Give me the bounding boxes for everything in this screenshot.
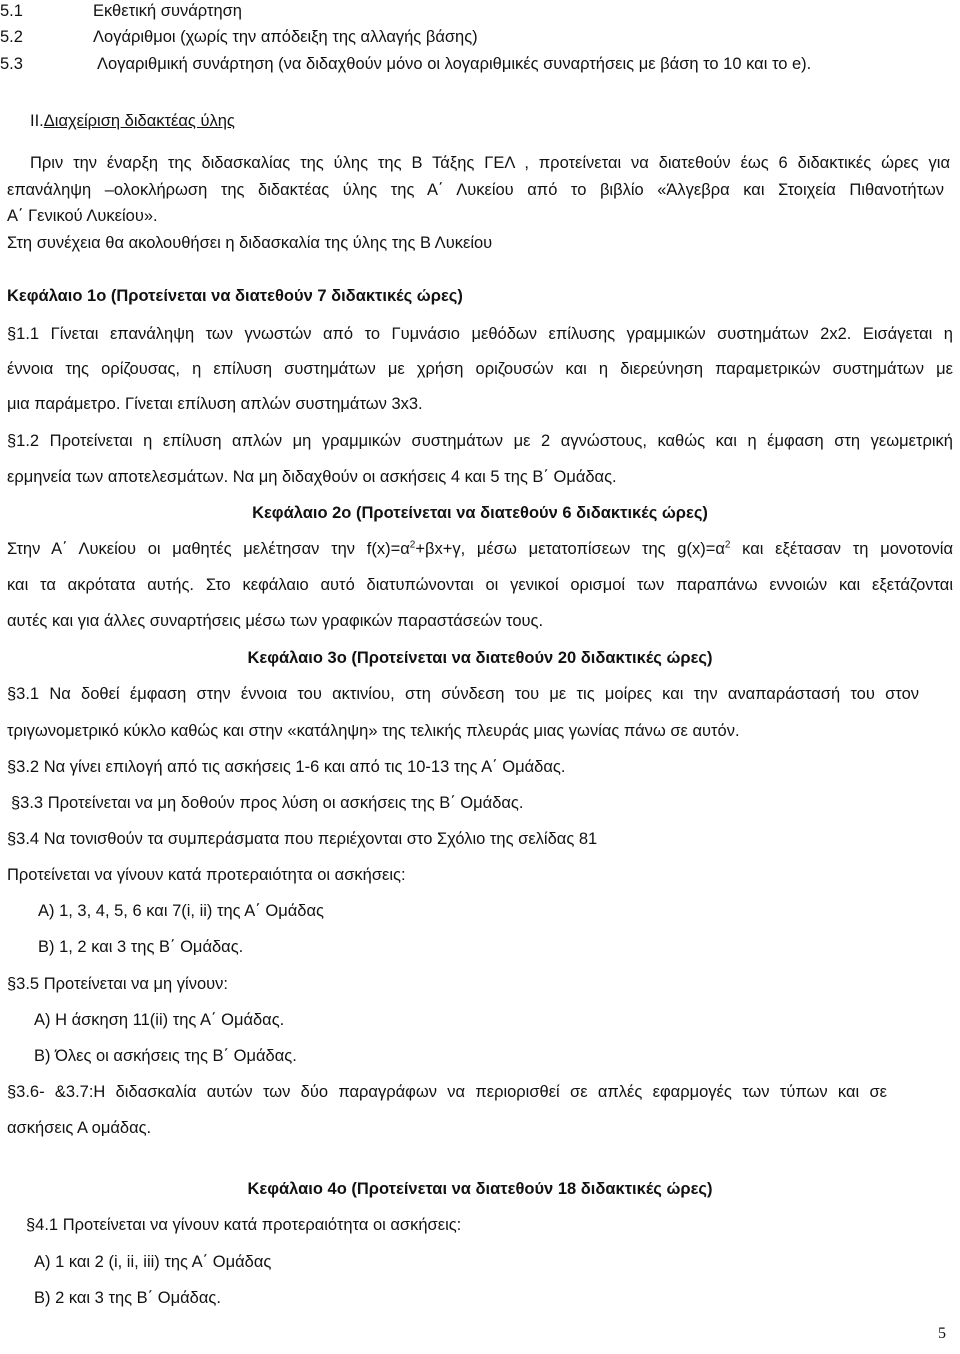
ch1-para-1-2-line-1: §1.2 Προτείνεται η επίλυση απλών μη γραμμικών συστημάτων με 2 αγνώστους, καθώς και η έμφαση στη γεωμετρική bbox=[7, 432, 953, 450]
superscript: 2 bbox=[724, 539, 731, 551]
ch3-priority-intro: Προτείνεται να γίνουν κατά προτεραιότητα οι ασκήσεις: bbox=[7, 866, 406, 884]
chapter-2-heading: Κεφάλαιο 2ο (Προτείνεται να διατεθούν 6 διδακτικές ώρες) bbox=[252, 504, 708, 522]
ch3-para-3-6-line-2: ασκήσεις Α ομάδας. bbox=[7, 1119, 152, 1137]
chapter-4-heading: Κεφάλαιο 4ο (Προτείνεται να διατεθούν 18 διδακτικές ώρες) bbox=[247, 1180, 713, 1198]
ch3-para-3-2: §3.2 Να γίνει επιλογή από τις ασκήσεις 1-6 και από τις 10-13 της Α΄ Ομάδας. bbox=[7, 758, 566, 776]
intro-line-1: Πριν την έναρξη της διδασκαλίας της ύλης της Β Τάξης ΓΕΛ , προτείνεται να διατεθούν έως 6 διδακτικές ώρες για bbox=[30, 154, 950, 172]
ch2-text: και εξέτασαν τη μονοτονία bbox=[730, 540, 953, 558]
ch2-line-1 bbox=[7, 539, 953, 559]
intro-line-2: επανάληψη –ολοκλήρωση της διδακτέας ύλης της Α΄ Λυκείου από το βιβλίο «Άλγεβρα και Στοιχεία Πιθανοτήτων bbox=[7, 181, 944, 199]
ch3-para-3-6-line-1: §3.6- &3.7:Η διδασκαλία αυτών των δύο παραγράφων να περιορισθεί σε απλές εφαρμογές των τύπων και σε bbox=[7, 1083, 887, 1101]
chapter-1-heading: Κεφάλαιο 1ο (Προτείνεται να διατεθούν 7 διδακτικές ώρες) bbox=[7, 287, 463, 305]
ch3-para-3-5: §3.5 Προτείνεται να μη γίνουν: bbox=[7, 975, 229, 993]
ch3-para-3-5-b: Β) Όλες οι ασκήσεις της Β΄ Ομάδας. bbox=[34, 1047, 297, 1065]
toc-number: 5.3 bbox=[0, 55, 23, 73]
toc-text: Εκθετική συνάρτηση bbox=[93, 2, 242, 20]
ch2-line-2: και τα ακρότατα αυτής. Στο κεφάλαιο αυτό διατυπώνονται οι γενικοί ορισμοί των παραπάνω εννοιών και εξετάζονται bbox=[7, 576, 953, 594]
superscript: 2 bbox=[409, 539, 416, 551]
ch1-para-1-2-line-2: ερμηνεία των αποτελεσμάτων. Να μη διδαχθούν οι ασκήσεις 4 και 5 της Β΄ Ομάδας. bbox=[7, 468, 617, 486]
intro-line-3: Α΄ Γενικού Λυκείου». bbox=[7, 207, 158, 225]
ch4-para-4-1: §4.1 Προτείνεται να γίνουν κατά προτεραιότητα οι ασκήσεις: bbox=[26, 1216, 462, 1234]
toc-number: 5.2 bbox=[0, 28, 23, 46]
section-prefix: II. bbox=[30, 112, 44, 130]
ch3-para-3-1-line-1: §3.1 Να δοθεί έμφαση στην έννοια του ακτινίου, στη σύνδεση του με τις μοίρες και την αναπαράστασή του στον bbox=[7, 685, 919, 703]
ch2-text: +βx+γ, μέσω μετατοπίσεων της g(x)=α bbox=[415, 540, 725, 558]
chapter-3-heading: Κεφάλαιο 3ο (Προτείνεται να διατεθούν 20 διδακτικές ώρες) bbox=[247, 649, 713, 667]
intro-line-4: Στη συνέχεια θα ακολουθήσει η διδασκαλία της ύλης της Β Λυκείου bbox=[7, 234, 493, 252]
toc-text: Λογάριθμοι (χωρίς την απόδειξη της αλλαγής βάσης) bbox=[93, 28, 478, 46]
section-heading bbox=[30, 111, 235, 131]
ch4-para-4-1-b: Β) 2 και 3 της Β΄ Ομάδας. bbox=[34, 1289, 221, 1307]
toc-text: Λογαριθμική συνάρτηση (να διδαχθούν μόνο οι λογαριθμικές συναρτήσεις με βάση το 10 και το e). bbox=[97, 55, 812, 73]
toc-item-5-3 bbox=[0, 54, 811, 74]
toc-item-5-2 bbox=[0, 27, 478, 47]
ch2-text: Στην Α΄ Λυκείου οι μαθητές μελέτησαν την f(x)=α bbox=[7, 540, 410, 558]
ch1-para-1-1-line-2: έννοια της ορίζουσας, η επίλυση συστημάτων με χρήση οριζουσών και η διερεύνηση παραμετρικών συστημάτων με bbox=[7, 360, 953, 378]
ch3-para-3-4: §3.4 Να τονισθούν τα συμπεράσματα που περιέχονται στο Σχόλιο της σελίδας 81 bbox=[7, 830, 598, 848]
toc-number: 5.1 bbox=[0, 2, 23, 20]
ch1-para-1-1-line-1: §1.1 Γίνεται επανάληψη των γνωστών από το Γυμνάσιο μεθόδων επίλυσης γραμμικών συστημάτων 2x2. Εισάγεται η bbox=[7, 325, 953, 343]
ch4-para-4-1-a: Α) 1 και 2 (i, ii, iii) της Α΄ Ομάδας bbox=[34, 1253, 272, 1271]
section-title: Διαχείριση διδακτέας ύλης bbox=[43, 112, 235, 130]
ch2-line-3: αυτές και για άλλες συναρτήσεις μέσω των γραφικών παραστάσεών τους. bbox=[7, 612, 544, 630]
toc-item-5-1 bbox=[0, 1, 242, 21]
ch3-para-3-1-line-2: τριγωνομετρικό κύκλο καθώς και στην «κατάληψη» της τελικής πλευράς μιας γωνίας πάνω σε αυτόν. bbox=[7, 722, 740, 740]
page-number: 5 bbox=[938, 1325, 946, 1342]
ch3-priority-a: Α) 1, 3, 4, 5, 6 και 7(i, ii) της Α΄ Ομάδας bbox=[38, 902, 324, 920]
ch1-para-1-1-line-3: μια παράμετρο. Γίνεται επίλυση απλών συστημάτων 3x3. bbox=[7, 395, 423, 413]
ch3-priority-b: Β) 1, 2 και 3 της Β΄ Ομάδας. bbox=[38, 938, 244, 956]
ch3-para-3-3: §3.3 Προτείνεται να μη δοθούν προς λύση οι ασκήσεις της Β΄ Ομάδας. bbox=[11, 794, 524, 812]
ch3-para-3-5-a: Α) Η άσκηση 11(ii) της Α΄ Ομάδας. bbox=[34, 1011, 285, 1029]
